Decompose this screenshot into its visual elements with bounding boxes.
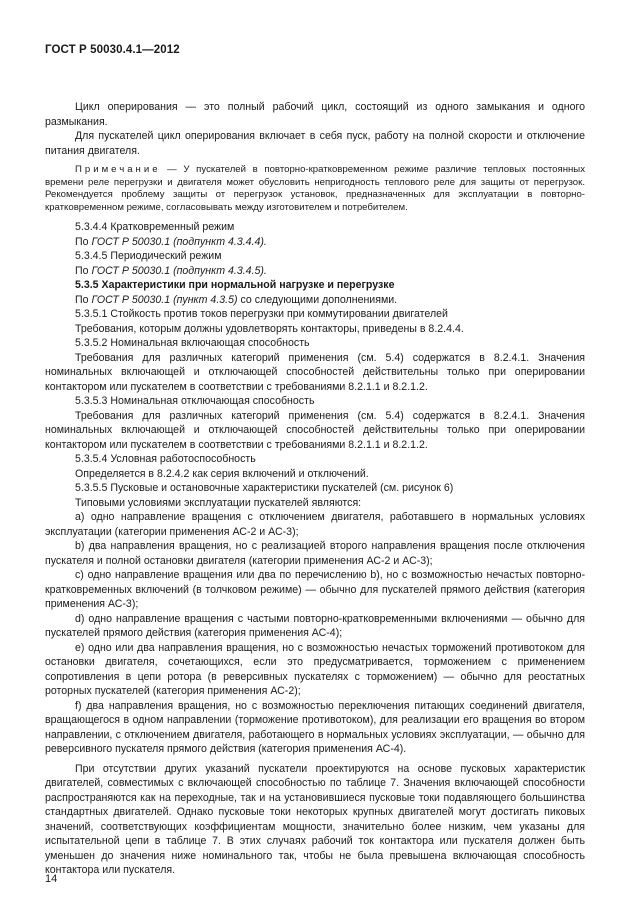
ref-prefix: По bbox=[75, 264, 92, 277]
paragraph-cycle-definition: Цикл оперирования — это полный рабочий цикл, состоящий из одного замыкания и одного размыкания. bbox=[45, 101, 585, 128]
list-item-d: d) одно направление вращения с частыми повторно-кратковременными включениями — обычно для пускателей прямого действия (категория применения АС-4); bbox=[45, 612, 585, 640]
section-5-3-4-5-ref bbox=[45, 264, 585, 279]
ref-suffix: со следующими дополнениями. bbox=[237, 293, 398, 306]
section-5-3-5-5-intro: Типовыми условиями эксплуатации пускателей являются: bbox=[75, 496, 362, 509]
section-5-3-5-3-text: Требования для различных категорий применения (см. 5.4) содержатся в 8.2.4.1. Значения номинальных включающей и отключающей способностей действительны только при оперировании контактором или пускателем в соответствии с требованиями 8.2.1.1 и 8.2.1.2. bbox=[45, 409, 585, 451]
section-5-3-5-2-title: 5.3.5.2 Номинальная включающая способность bbox=[75, 337, 310, 350]
standard-reference: ГОСТ Р 50030.1 (пункт 4.3.5) bbox=[91, 293, 238, 306]
list-item-f: f) два направления вращения, но с возможностью переключения питающих соединений двигателя, вращающегося в одном направлении (торможение противотоком), для реализации его вращения во втором направлении, с отключением двигателя, работающего в нормальных условиях эксплуатации, — обычно для реверсивного пускателя прямого действия (категория применения АС-4). bbox=[45, 699, 585, 756]
paragraph-starter-cycle: Для пускателей цикл оперирования включает в себя пуск, работу на полной скорости и отключение питания двигателя. bbox=[45, 130, 585, 157]
section-5-3-5-3-title: 5.3.5.3 Номинальная отключающая способность bbox=[75, 395, 315, 408]
standard-reference: ГОСТ Р 50030.1 (подпункт 4.3.4.5). bbox=[91, 264, 267, 277]
list-item-e: e) одно или два направления вращения, но с возможностью нечастых торможений противотоком для остановки двигателя, сочетающихся, если это предусматривается, торможением с применением сопротивления в цепи ротора (в реверсивных пускателях с торможением) — обычно для реостатных роторных пускателей (категория применения АС-2); bbox=[45, 641, 585, 698]
note-text: — У пускателей в повторно-кратковременном режиме различие тепловых постоянных времени реле перегрузки и двигателя может обусловить непригодность теплового реле для защиты от перегрузок. Рекомендуется проблему защиты от перегрузок установок, предназначенных для эксплуатации в повторно-кратковременном режиме, согласовывать между изготовителем и потребителем. bbox=[45, 164, 585, 213]
note-label: Примечание bbox=[75, 164, 161, 175]
document-body bbox=[45, 100, 585, 878]
section-5-3-5-4-text: Определяется в 8.2.4.2 как серия включений и отключений. bbox=[75, 467, 369, 480]
document-code-header: ГОСТ Р 50030.4.1—2012 bbox=[45, 44, 180, 56]
section-5-3-5-4-title: 5.3.5.4 Условная работоспособность bbox=[75, 453, 256, 466]
section-5-3-5-1-title: 5.3.5.1 Стойкость против токов перегрузки при коммутировании двигателей bbox=[75, 308, 448, 321]
section-5-3-4-4-ref bbox=[45, 235, 585, 250]
ref-prefix: По bbox=[75, 235, 92, 248]
section-5-3-4-5-title: 5.3.4.5 Периодический режим bbox=[75, 250, 222, 263]
page-number: 14 bbox=[45, 873, 58, 885]
note-block bbox=[45, 164, 585, 214]
ref-prefix: По bbox=[75, 293, 92, 306]
section-5-3-5-title: 5.3.5 Характеристики при нормальной нагрузке и перегрузке bbox=[75, 279, 395, 292]
list-item-c: c) одно направление вращения или два по перечислению b), но с возможностью нечастых повторно-кратковременных включений (в толчковом режиме) — обычно для пускателей прямого действия (категория применения АС-3); bbox=[45, 569, 585, 611]
list-item-b: b) два направления вращения, но с реализацией второго направления вращения после отключения пускателя и полной остановки двигателя (категории применения АС-2 и АС-3); bbox=[45, 540, 585, 567]
section-5-3-5-2-text: Требования для различных категорий применения (см. 5.4) содержатся в 8.2.4.1. Значения номинальных включающей и отключающей способностей действительны только при оперировании контактором или пускателем в соответствии с требованиями 8.2.1.1 и 8.2.1.2. bbox=[45, 351, 585, 393]
section-5-3-5-5-title: 5.3.5.5 Пусковые и остановочные характеристики пускателей (см. рисунок 6) bbox=[75, 482, 454, 495]
section-5-3-4-4-title: 5.3.4.4 Кратковременный режим bbox=[75, 221, 235, 234]
section-5-3-5-1-text: Требования, которым должны удовлетворять контакторы, приведены в 8.2.4.4. bbox=[75, 322, 464, 335]
standard-reference: ГОСТ Р 50030.1 (подпункт 4.3.4.4). bbox=[91, 235, 267, 248]
section-5-3-5-5-closing: При отсутствии других указаний пускатели проектируются на основе пусковых характеристик двигателей, совместимых с включающей способностью по таблице 7. Значения включающей способности распространяются как на переходные, так и на установившиеся пусковые токи подавляющего большинства стандартных двигателей. Однако пусковые токи некоторых крупных двигателей могут достигать пиковых значений, соответствующих коэффициентам мощности, значительно более низким, чем указаны для испытательной цепи в таблице 7. В этих случаях рабочий ток контактора или пускателя должен быть уменьшен до значения ниже номинального так, чтобы не была превышена включающая способность контактора или пускателя. bbox=[45, 762, 585, 877]
list-item-a: a) одно направление вращения с отключением двигателя, работавшего в нормальных условиях эксплуатации (категории применения АС-2 и АС-3); bbox=[45, 511, 585, 538]
section-5-3-5-ref bbox=[45, 293, 585, 308]
